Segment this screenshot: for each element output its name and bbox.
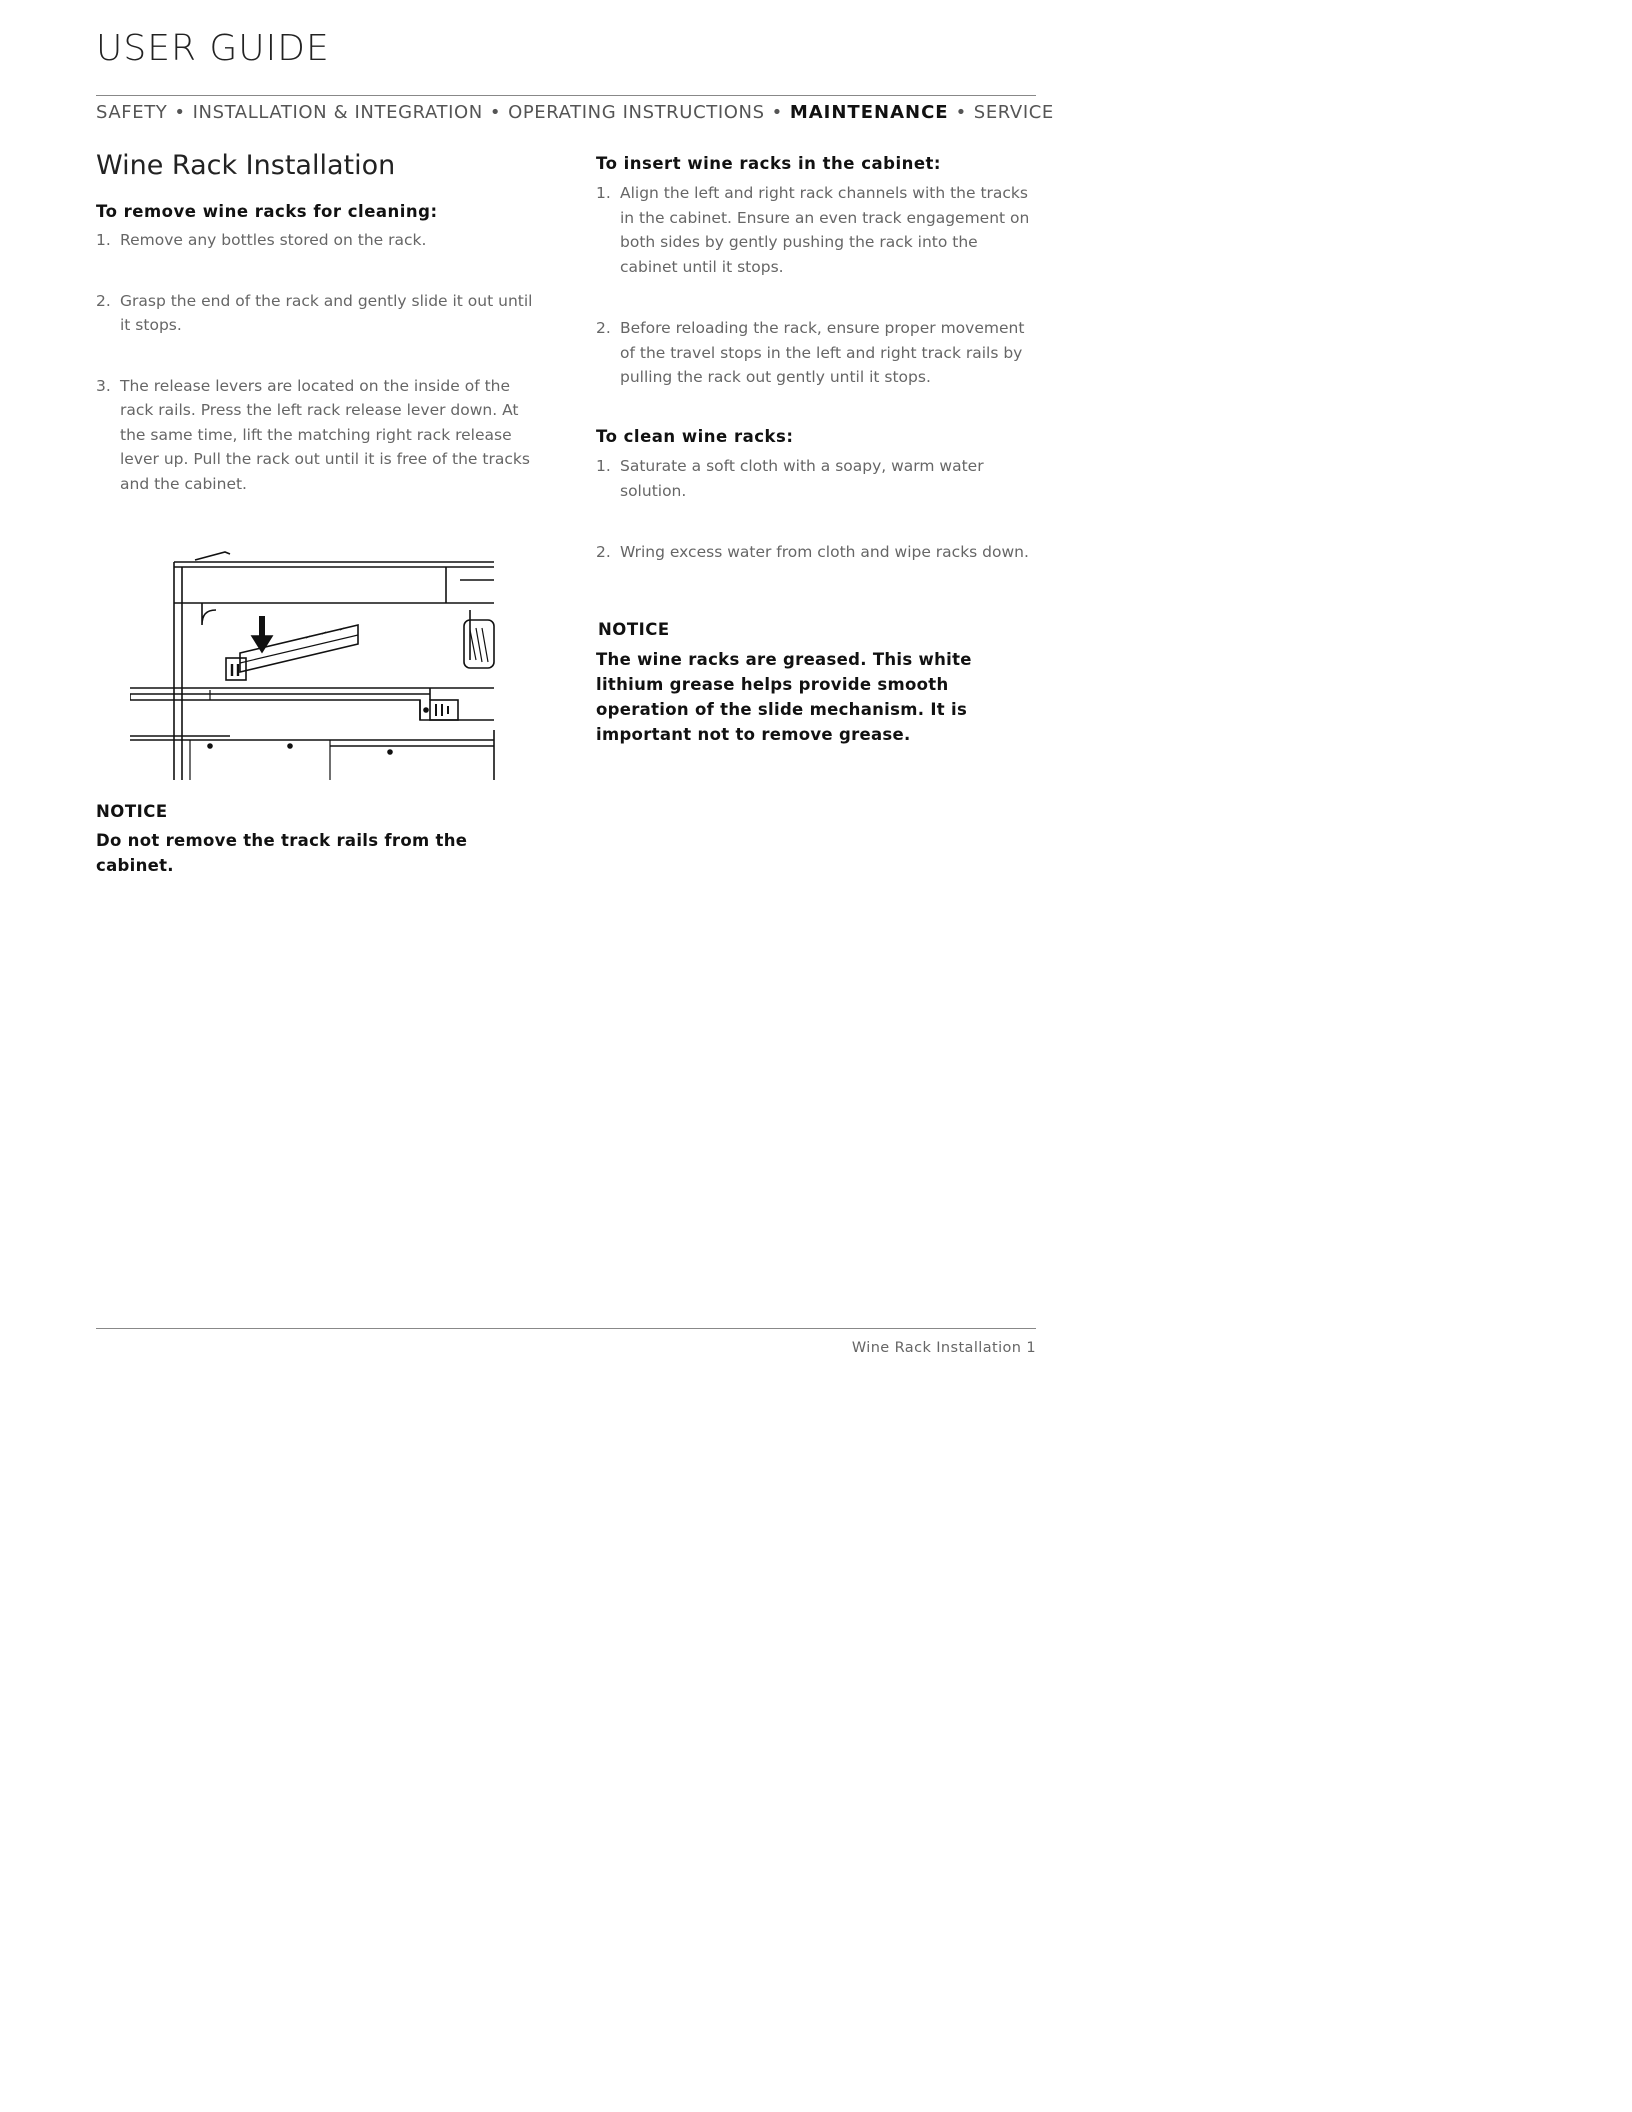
list-item: 1. Align the left and right rack channels with the tracks in the cabinet. Ensure an even track engagement on both sides by gently pushing the rack into the cabinet until it stops. [596,184,1030,276]
clean-heading: To clean wine racks: [596,427,794,446]
list-item: 2. Wring excess water from cloth and wipe racks down. [596,543,1029,561]
nav-separator: • [955,102,967,123]
remove-heading: To remove wine racks for cleaning: [96,202,438,221]
clean-steps [596,454,1036,565]
notice-heading: NOTICE [598,620,670,639]
notice-heading: NOTICE [96,802,168,821]
list-item: 1. Saturate a soft cloth with a soapy, warm water solution. [596,457,984,500]
insert-steps [596,181,1036,390]
nav-operating: OPERATING INSTRUCTIONS [508,102,765,123]
nav-maintenance: MAINTENANCE [789,102,949,123]
page-footer: Wine Rack Installation 1 [851,1340,1036,1356]
document-title: USER GUIDE [96,28,330,69]
remove-steps [96,228,536,496]
notice-body: The wine racks are greased. This white lithium grease helps provide smooth operation of the slide mechanism. It is important not to remove grease. [596,650,972,744]
nav-service: SERVICE [973,102,1054,123]
nav-safety: SAFETY [96,102,168,123]
notice-body: Do not remove the track rails from the cabinet. [96,831,468,875]
list-item: 2. Before reloading the rack, ensure proper movement of the travel stops in the left and right track rails by pulling the rack out gently until it stops. [596,319,1025,386]
footer-divider [96,1328,1036,1329]
rack-illustration [130,540,500,784]
insert-heading: To insert wine racks in the cabinet: [596,154,942,173]
list-item: 3. The release levers are located on the inside of the rack rails. Press the left rack release lever down. At the same time, lift the matching right rack release lever up. Pull the rack out until it is free of the tracks and the cabinet. [96,376,530,493]
nav-installation: INSTALLATION & INTEGRATION [192,102,483,123]
header-divider [96,95,1036,96]
section-title: Wine Rack Installation [96,150,396,181]
section-nav [96,102,1054,123]
nav-separator: • [771,102,783,123]
nav-separator: • [489,102,502,123]
nav-separator: • [174,102,186,123]
list-item: 2. Grasp the end of the rack and gently slide it out until it stops. [96,291,533,334]
list-item: 1. Remove any bottles stored on the rack. [96,231,427,249]
